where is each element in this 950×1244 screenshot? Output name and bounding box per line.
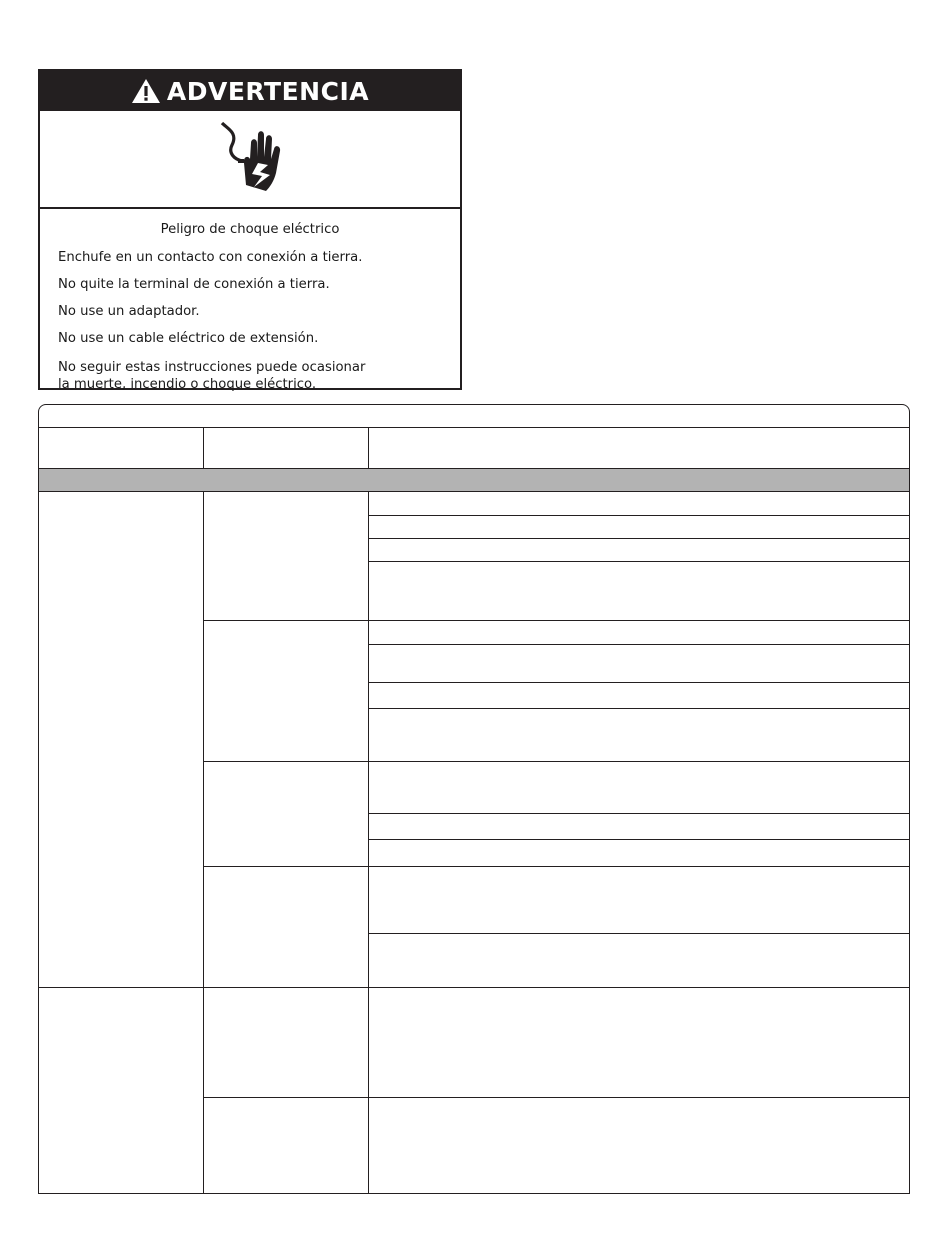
warning-title: ADVERTENCIA	[166, 76, 370, 106]
table-rule	[368, 561, 909, 562]
warning-line-1: Enchufe en un contacto con conexión a tierra.	[58, 250, 363, 265]
table-rule	[368, 538, 909, 539]
table-rule	[203, 1097, 909, 1098]
section-band	[39, 469, 909, 491]
table-rule	[368, 839, 909, 840]
hazard-title: Peligro de choque eléctrico	[160, 222, 340, 237]
table-rule	[39, 427, 909, 428]
table-rule	[203, 866, 909, 867]
warning-icon-area	[40, 111, 460, 209]
warning-consequence-line-1: No seguir estas instrucciones puede ocasionar	[58, 360, 366, 375]
table-rule	[368, 708, 909, 709]
troubleshooting-table	[38, 404, 910, 1194]
electric-shock-hand-icon	[210, 119, 290, 199]
warning-line-4: No use un cable eléctrico de extensión.	[58, 331, 319, 346]
table-rule	[368, 813, 909, 814]
warning-label	[38, 69, 462, 390]
warning-text	[40, 209, 460, 393]
table-rule	[39, 987, 909, 988]
table-rule	[368, 427, 369, 468]
table-rule	[368, 644, 909, 645]
warning-triangle-icon	[131, 78, 161, 104]
warning-consequence	[58, 359, 460, 393]
warning-line-2: No quite la terminal de conexión a tierra.	[58, 277, 330, 292]
table-rule	[203, 620, 909, 621]
warning-line-3: No use un adaptador.	[58, 304, 200, 319]
table-rule	[39, 491, 909, 492]
table-rule	[203, 427, 204, 468]
table-rule	[368, 682, 909, 683]
table-rule	[368, 491, 369, 1194]
warning-consequence-line-2: la muerte, incendio o choque eléctrico.	[58, 377, 317, 392]
table-rule	[203, 761, 909, 762]
table-rule	[203, 491, 204, 1194]
table-rule	[368, 515, 909, 516]
table-rule	[368, 933, 909, 934]
warning-header	[40, 71, 460, 111]
